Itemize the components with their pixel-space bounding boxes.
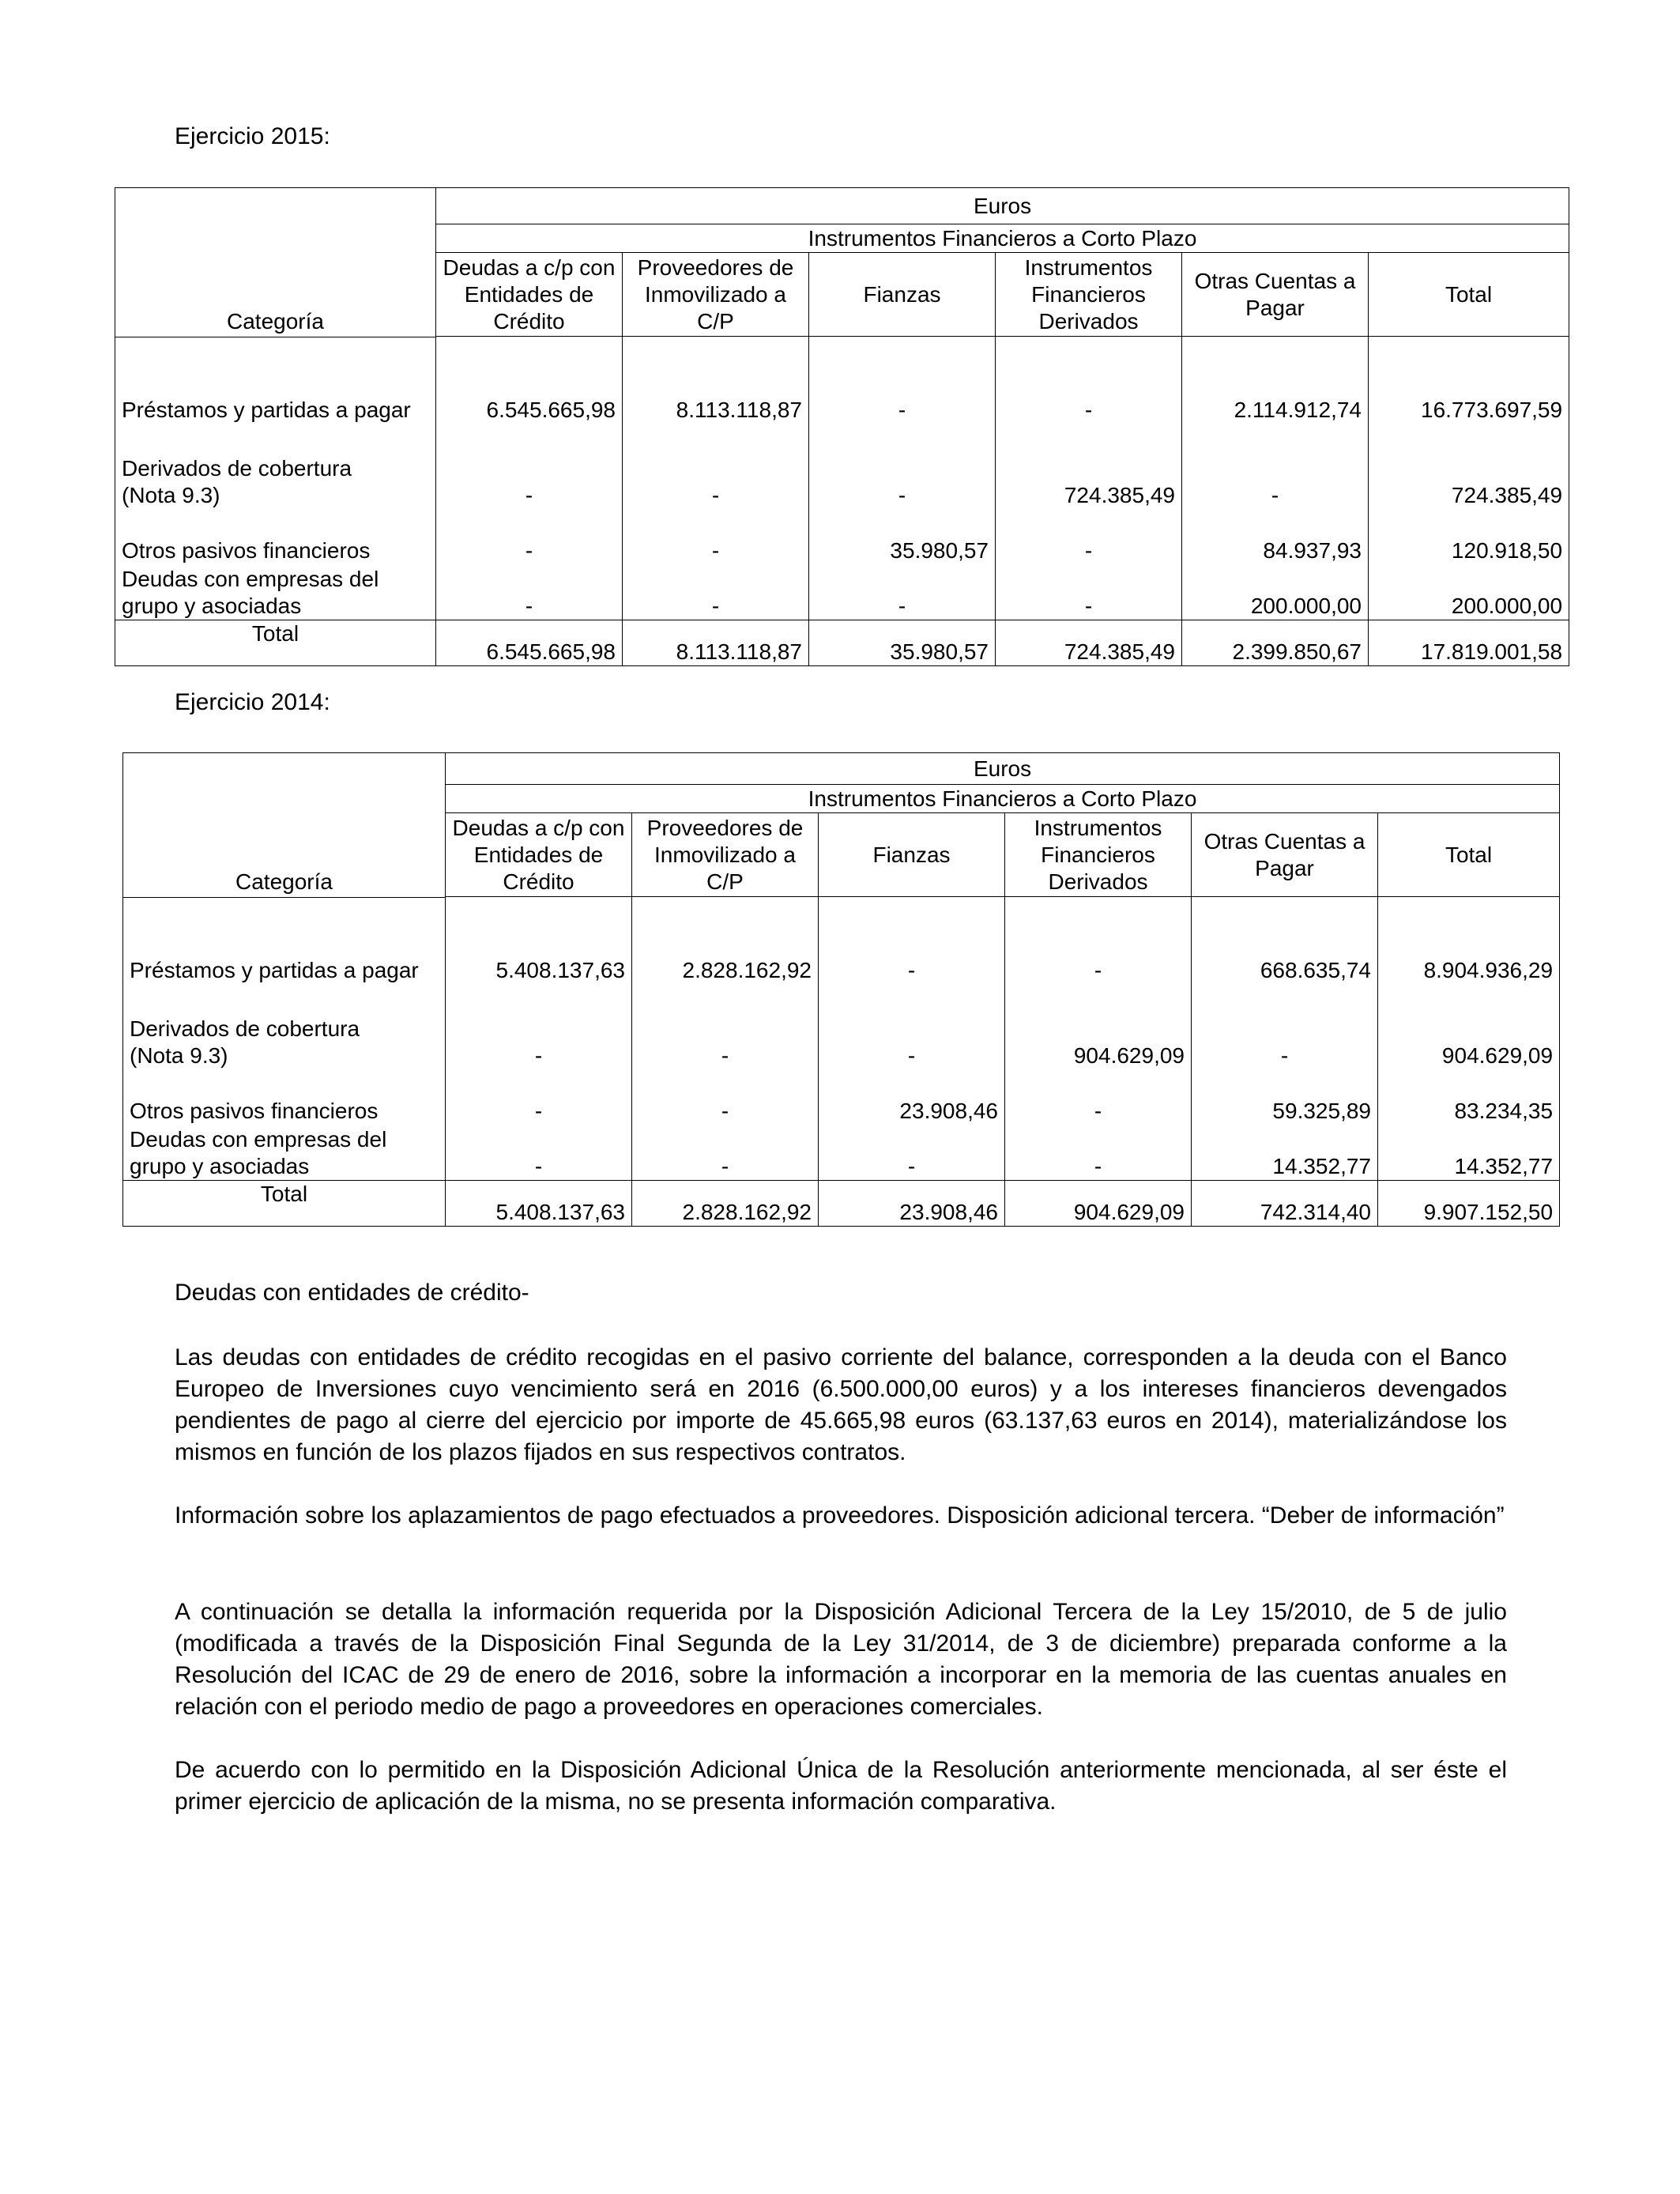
group-header: Instrumentos Financieros a Corto Plazo	[436, 224, 1569, 253]
cell-value: 2.114.912,74	[1182, 337, 1369, 424]
table-2014	[122, 752, 1560, 1227]
col-header: Otras Cuentas a Pagar	[1192, 813, 1378, 897]
cell-value: -	[819, 897, 1005, 984]
total-label: Total	[115, 620, 436, 665]
year-title-2015: Ejercicio 2015:	[175, 123, 330, 149]
col-header: Deudas a c/p con Entidades de Crédito	[436, 253, 623, 337]
paragraph: Información sobre los aplazamientos de pago efectuados a proveedores. Disposición adicional tercera. “Deber de información”	[175, 1502, 1505, 1529]
cell-value: -	[446, 1069, 632, 1125]
cell-value: 5.408.137,63	[446, 897, 632, 984]
category-label: Categoría	[235, 869, 333, 894]
col-header: Proveedores de Inmovilizado a C/P	[632, 813, 819, 897]
row-label-line: grupo y asociadas	[130, 1153, 310, 1178]
total-value: 35.980,57	[809, 620, 996, 665]
cell-value: 904.629,09	[1005, 984, 1192, 1069]
cell-value: 83.234,35	[1378, 1069, 1560, 1125]
paragraph: Las deudas con entidades de crédito recogidas en el pasivo corriente del balance, corresponden a la deuda con el Banco Europeo de Inversiones cuyo vencimiento será en 2016 (6.500.000,00 euros) y a los intereses financieros devengados pendientes de pago al cierre del ejercicio por importe de 45.665,98 euros (63.137,63 euros en 2014), materializándose los mismos en función de los plazos fijados en sus respectivos contratos.	[175, 1344, 1507, 1465]
cell-value: -	[809, 564, 996, 620]
cell-value: -	[996, 337, 1182, 424]
total-value: 724.385,49	[996, 620, 1182, 665]
cell-value: -	[996, 564, 1182, 620]
total-value: 23.908,46	[819, 1180, 1005, 1226]
table-row	[123, 1069, 1560, 1125]
table-row	[123, 1125, 1560, 1180]
col-header: Total	[1378, 813, 1560, 897]
cell-value: 120.918,50	[1369, 509, 1569, 564]
col-header: Instrumentos Financieros Derivados	[996, 253, 1182, 337]
cell-value: -	[436, 509, 623, 564]
row-label: Otros pasivos financieros	[123, 1069, 446, 1125]
cell-value: 84.937,93	[1182, 509, 1369, 564]
col-header: Proveedores de Inmovilizado a C/P	[623, 253, 809, 337]
cell-value: 904.629,09	[1378, 984, 1560, 1069]
row-label	[123, 984, 446, 1069]
row-label-line: Deudas con empresas del	[122, 566, 379, 591]
row-label-line: (Nota 9.3)	[122, 483, 220, 507]
cell-value: -	[1005, 1125, 1192, 1180]
total-value: 2.399.850,67	[1182, 620, 1369, 665]
table-2015	[115, 187, 1569, 666]
table-row	[115, 509, 1569, 564]
section-heading: Deudas con entidades de crédito-	[175, 1280, 529, 1306]
cell-value: 724.385,49	[1369, 424, 1569, 509]
row-label-line: Deudas con empresas del	[130, 1126, 387, 1152]
total-row	[123, 1180, 1560, 1226]
cell-value: 8.113.118,87	[623, 337, 809, 424]
cell-value: 14.352,77	[1378, 1125, 1560, 1180]
cell-value: -	[623, 509, 809, 564]
row-label-line: grupo y asociadas	[122, 593, 302, 618]
cell-value: -	[819, 984, 1005, 1069]
col-header: Deudas a c/p con Entidades de Crédito	[446, 813, 632, 897]
row-label-line: Derivados de cobertura	[122, 456, 352, 481]
total-value: 5.408.137,63	[446, 1180, 632, 1226]
col-header: Total	[1369, 253, 1569, 337]
total-value: 9.907.152,50	[1378, 1180, 1560, 1226]
total-value: 904.629,09	[1005, 1180, 1192, 1226]
col-header: Fianzas	[819, 813, 1005, 897]
group-header: Instrumentos Financieros a Corto Plazo	[446, 785, 1560, 813]
cell-value: 16.773.697,59	[1369, 337, 1569, 424]
cell-value: -	[632, 1069, 819, 1125]
table-row	[115, 424, 1569, 509]
total-value: 742.314,40	[1192, 1180, 1378, 1226]
total-value: 17.819.001,58	[1369, 620, 1569, 665]
cell-value: -	[446, 984, 632, 1069]
row-label: Préstamos y partidas a pagar	[115, 337, 436, 424]
cell-value: -	[809, 424, 996, 509]
col-header: Otras Cuentas a Pagar	[1182, 253, 1369, 337]
cell-value: -	[1005, 1069, 1192, 1125]
cell-value: -	[632, 984, 819, 1069]
cell-value: 668.635,74	[1192, 897, 1378, 984]
paragraph: De acuerdo con lo permitido en la Disposición Adicional Única de la Resolución anteriormente mencionada, al ser éste el primer ejercicio de aplicación de la misma, no se presenta información comparativa.	[175, 1757, 1507, 1815]
row-label	[123, 1125, 446, 1180]
row-label: Préstamos y partidas a pagar	[123, 897, 446, 984]
cell-value: -	[1182, 424, 1369, 509]
cell-value: 8.904.936,29	[1378, 897, 1560, 984]
cell-value: -	[819, 1125, 1005, 1180]
total-label: Total	[123, 1180, 446, 1226]
cell-value: -	[632, 1125, 819, 1180]
cell-value: -	[623, 424, 809, 509]
cell-value: -	[436, 564, 623, 620]
cell-value: -	[436, 424, 623, 509]
cell-value: -	[623, 564, 809, 620]
col-header: Instrumentos Financieros Derivados	[1005, 813, 1192, 897]
cell-value: -	[996, 509, 1182, 564]
total-value: 8.113.118,87	[623, 620, 809, 665]
cell-value: 2.828.162,92	[632, 897, 819, 984]
paragraph: A continuación se detalla la información requerida por la Disposición Adicional Tercera de la Ley 15/2010, de 5 de julio (modificada a través de la Disposición Final Segunda de la Ley 31/2014, de 3 de diciembre) preparada conforme a la Resolución del ICAC de 29 de enero de 2016, sobre la información a incorporar en la memoria de las cuentas anuales en relación con el periodo medio de pago a proveedores en operaciones comerciales.	[175, 1599, 1507, 1720]
cell-value: -	[809, 337, 996, 424]
row-label: Otros pasivos financieros	[115, 509, 436, 564]
cell-value: -	[1192, 984, 1378, 1069]
cell-value: -	[1005, 897, 1192, 984]
cell-value: 14.352,77	[1192, 1125, 1378, 1180]
total-value: 2.828.162,92	[632, 1180, 819, 1226]
cell-value: 59.325,89	[1192, 1069, 1378, 1125]
euros-header: Euros	[436, 188, 1569, 224]
row-label	[115, 424, 436, 509]
table-row	[123, 984, 1560, 1069]
row-label	[115, 564, 436, 620]
table-row	[115, 337, 1569, 424]
row-label-line: (Nota 9.3)	[130, 1043, 228, 1068]
table-row	[115, 564, 1569, 620]
cell-value: 23.908,46	[819, 1069, 1005, 1125]
cell-value: 200.000,00	[1369, 564, 1569, 620]
cell-value: -	[446, 1125, 632, 1180]
cell-value: 200.000,00	[1182, 564, 1369, 620]
cell-value: 35.980,57	[809, 509, 996, 564]
row-label-line: Derivados de cobertura	[130, 1016, 360, 1041]
category-label: Categoría	[227, 308, 324, 334]
total-value: 6.545.665,98	[436, 620, 623, 665]
total-row	[115, 620, 1569, 665]
year-title-2014: Ejercicio 2014:	[175, 689, 330, 715]
euros-header: Euros	[446, 753, 1560, 785]
cell-value: 724.385,49	[996, 424, 1182, 509]
cell-value: 6.545.665,98	[436, 337, 623, 424]
col-header: Fianzas	[809, 253, 996, 337]
table-row	[123, 897, 1560, 984]
